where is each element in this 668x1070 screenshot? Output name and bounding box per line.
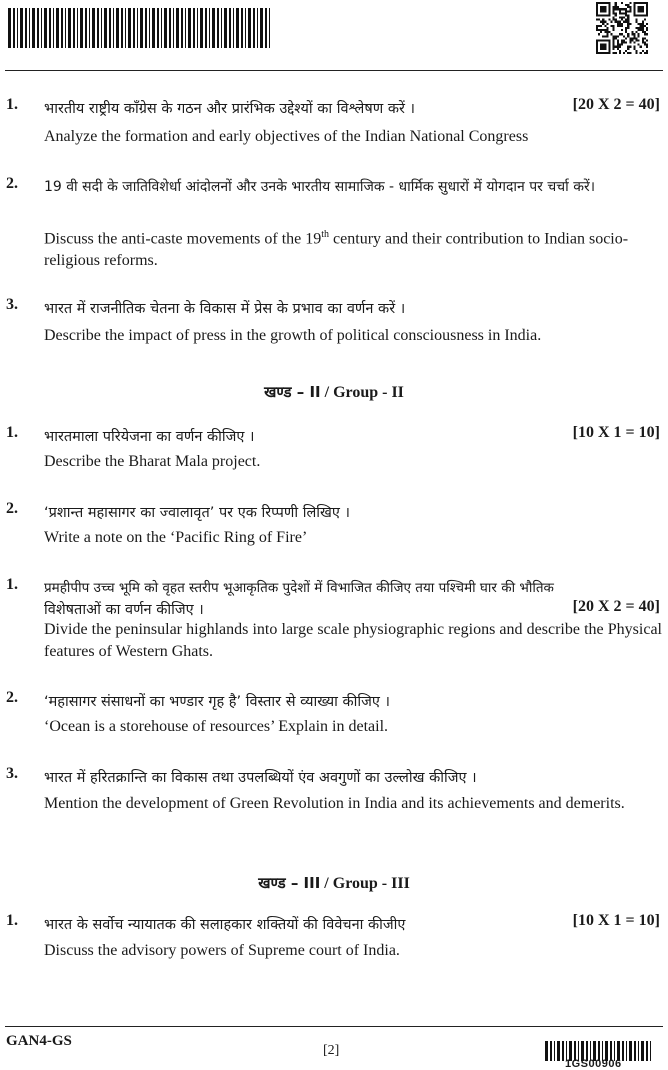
question-hindi: भारतमाला परियेजना का वर्णन कीजिए । bbox=[44, 429, 255, 445]
question-english: Write a note on the ‘Pacific Ring of Fire’ bbox=[44, 529, 308, 546]
question-english: Describe the impact of press in the growth of political consciousness in India. bbox=[44, 327, 542, 344]
question-hindi: प्रमहीपीप उच्च भूमि को वृहत स्तरीप भूआकृतिक पुदेशों में विभाजित कीजिए तया पश्चिमी घार की भौतिक bbox=[44, 580, 554, 596]
question-hindi: भारत के सर्वोच न्यायातक की सलाहकार शक्तियों की विवेचना कीजीए bbox=[44, 917, 406, 933]
question-number: 1. bbox=[6, 576, 18, 593]
question-number: 3. bbox=[6, 765, 18, 782]
paper-code: GAN4-GS bbox=[6, 1033, 72, 1049]
question-hindi: विशेषताओं का वर्णन कीजिए । bbox=[44, 602, 204, 618]
group-heading-hindi: खण्ड – II bbox=[264, 383, 321, 401]
question-number: 1. bbox=[6, 912, 18, 929]
page-number: [2] bbox=[323, 1043, 340, 1058]
question-english: Discuss the advisory powers of Supreme court of India. bbox=[44, 942, 400, 959]
question-hindi: भारत में राजनीतिक चेतना के विकास में प्रेस के प्रभाव का वर्णन करें । bbox=[44, 301, 406, 317]
group-heading: खण्ड – II / Group - II bbox=[264, 383, 404, 401]
marks-label: [10 X 1 = 10] bbox=[572, 912, 660, 929]
marks-label: [20 X 2 = 40] bbox=[572, 96, 660, 113]
question-hindi: भारतीय राष्ट्रीय काँग्रेस के गठन और प्रारंभिक उद्देश्यों का विश्लेषण करें । bbox=[44, 101, 415, 117]
question-number: 2. bbox=[6, 175, 18, 192]
question-english: ‘Ocean is a storehouse of resources’ Explain in detail. bbox=[44, 718, 389, 735]
question-english: Discuss the anti-caste movements of the 19th century and their contribution to Indian socio-religious reforms. bbox=[44, 229, 629, 270]
footer-rule bbox=[5, 1026, 663, 1027]
question-hindi: 19 वी सदी के जातिविशेर्धा आंदोलनों और उनके भारतीय सामाजिक - धार्मिक सुधारों में योगदान पर चर्चा करें। bbox=[44, 179, 595, 195]
question-english: Describe the Bharat Mala project. bbox=[44, 453, 261, 470]
question-number: 3. bbox=[6, 296, 18, 313]
question-number: 1. bbox=[6, 96, 18, 113]
question-number: 1. bbox=[6, 424, 18, 441]
qr-code bbox=[592, 2, 652, 54]
top-barcode bbox=[8, 8, 270, 48]
question-hindi: ‘प्रशान्त महासागर का ज्वालावृत’ पर एक रिप्पणी लिखिए । bbox=[44, 505, 351, 521]
group-heading: खण्ड – III / Group - III bbox=[258, 874, 410, 892]
barcode-id: 1GS00906 bbox=[565, 1058, 622, 1070]
group-heading-english: Group - II bbox=[333, 384, 404, 401]
question-english: Analyze the formation and early objectives of the Indian National Congress bbox=[44, 128, 529, 145]
question-hindi: भारत में हरितक्रान्ति का विकास तथा उपलब्धियों एंव अवगुणों का उल्लोख कीजिए । bbox=[44, 770, 477, 786]
marks-label: [20 X 2 = 40] bbox=[572, 598, 660, 615]
question-hindi: ‘महासागर संसाधनों का भण्डार गृह है’ विस्तार से व्याख्या कीजिए । bbox=[44, 694, 391, 710]
question-english: Mention the development of Green Revolution in India and its achievements and demerits. bbox=[44, 795, 625, 812]
question-number: 2. bbox=[6, 500, 18, 517]
group-heading-english: Group - III bbox=[332, 875, 410, 892]
header-rule bbox=[5, 70, 663, 71]
question-english: Divide the peninsular highlands into large scale physiographic regions and describe the Physical features of Western Ghats. bbox=[44, 621, 662, 660]
marks-label: [10 X 1 = 10] bbox=[572, 424, 660, 441]
group-heading-hindi: खण्ड – III bbox=[258, 874, 321, 892]
question-number: 2. bbox=[6, 689, 18, 706]
